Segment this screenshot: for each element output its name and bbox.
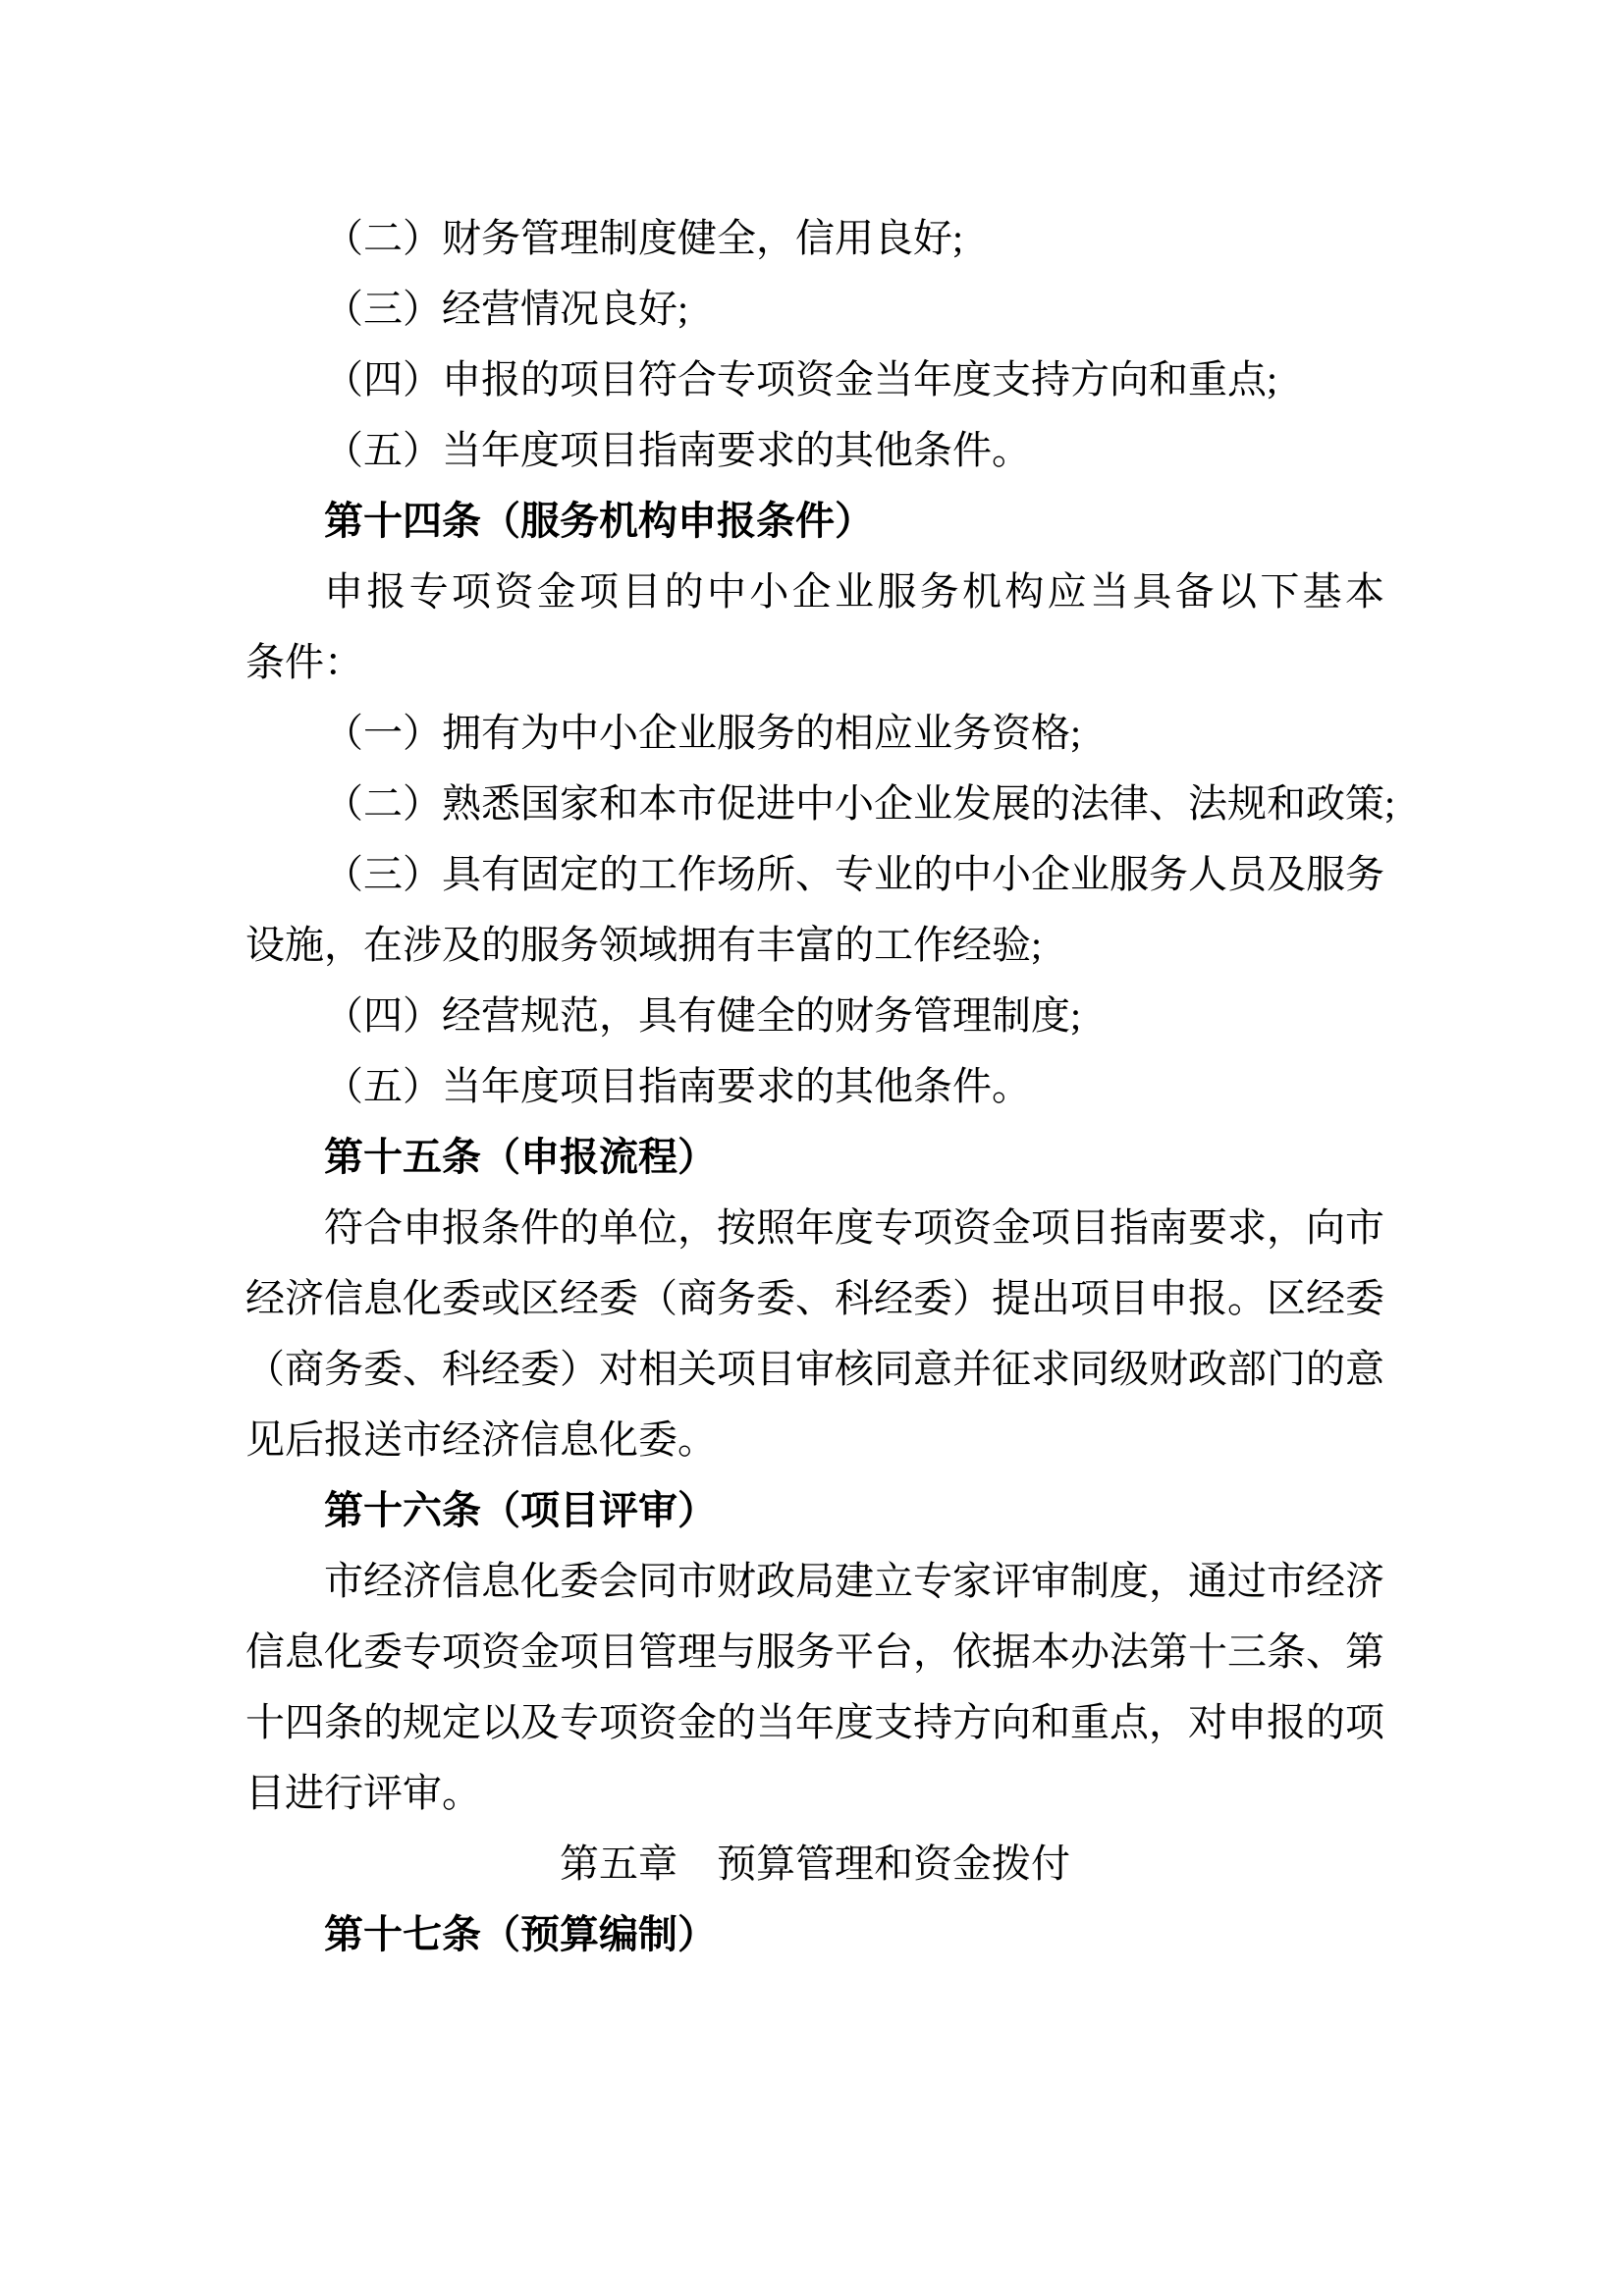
paragraph-line: 信息化委专项资金项目管理与服务平台，依据本办法第十三条、第 bbox=[245, 1629, 1384, 1674]
paragraph-line: 经济信息化委或区经委（商务委、科经委）提出项目申报。区经委 bbox=[245, 1276, 1384, 1320]
paragraph-line: 目进行评审。 bbox=[245, 1771, 481, 1815]
paragraph-line: （商务委、科经委）对相关项目审核同意并征求同级财政部门的意 bbox=[245, 1347, 1384, 1391]
list-item-line: （二）熟悉国家和本市促进中小企业发展的法律、法规和政策; bbox=[324, 781, 1396, 826]
list-item-line: （三）具有固定的工作场所、专业的中小企业服务人员及服务 bbox=[324, 852, 1384, 896]
article-16-heading: 第十六条（项目评审） bbox=[324, 1488, 717, 1532]
list-item-line: （五）当年度项目指南要求的其他条件。 bbox=[324, 1064, 1031, 1108]
article-14-heading: 第十四条（服务机构申报条件） bbox=[324, 499, 874, 543]
paragraph-line: 市经济信息化委会同市财政局建立专家评审制度，通过市经济 bbox=[324, 1559, 1384, 1603]
paragraph-line: 十四条的规定以及专项资金的当年度支持方向和重点，对申报的项 bbox=[245, 1700, 1384, 1744]
paragraph-line: 设施，在涉及的服务领域拥有丰富的工作经验; bbox=[245, 923, 1043, 967]
list-item-line: （四）申报的项目符合专项资金当年度支持方向和重点; bbox=[324, 357, 1278, 401]
paragraph-line: 条件： bbox=[245, 640, 363, 684]
list-item-line: （一）拥有为中小企业服务的相应业务资格; bbox=[324, 711, 1082, 755]
article-17-heading: 第十七条（预算编制） bbox=[324, 1912, 717, 1956]
list-item-line: （五）当年度项目指南要求的其他条件。 bbox=[324, 428, 1031, 472]
paragraph-line: 符合申报条件的单位，按照年度专项资金项目指南要求，向市 bbox=[324, 1205, 1384, 1250]
chapter-5-heading: 第五章 预算管理和资金拨付 bbox=[560, 1842, 1070, 1886]
list-item-line: （三）经营情况良好; bbox=[324, 287, 689, 331]
list-item-line: （二）财务管理制度健全，信用良好; bbox=[324, 216, 964, 260]
paragraph-line: 见后报送市经济信息化委。 bbox=[245, 1417, 717, 1462]
article-15-heading: 第十五条（申报流程） bbox=[324, 1135, 717, 1179]
paragraph-line: 申报专项资金项目的中小企业服务机构应当具备以下基本 bbox=[324, 569, 1384, 614]
document-text-block bbox=[245, 203, 1396, 1970]
list-item-line: （四）经营规范，具有健全的财务管理制度; bbox=[324, 993, 1082, 1038]
